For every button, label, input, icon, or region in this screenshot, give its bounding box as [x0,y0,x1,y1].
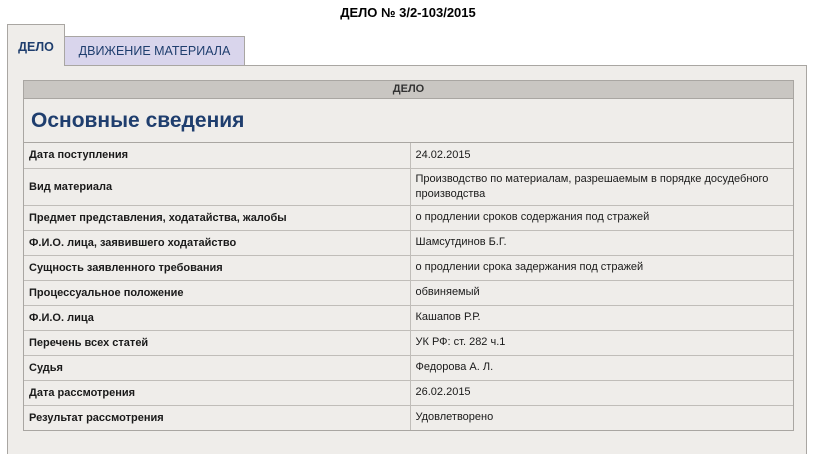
table-row [24,230,793,255]
section-heading: Основные сведения [24,99,793,143]
case-info-table [24,143,793,430]
table-row [24,405,793,430]
card-header: ДЕЛО [24,81,793,99]
table-row [24,380,793,405]
row-label: Вид материала [24,168,410,205]
row-label: Судья [24,355,410,380]
row-value: Удовлетворено [410,405,793,430]
row-value: Производство по материалам, разрешаемым в порядке досудебного производства [410,168,793,205]
case-info-card [23,80,794,431]
row-value: о продлении срока задержания под стражей [410,255,793,280]
row-label: Предмет представления, ходатайства, жалобы [24,205,410,230]
table-row [24,280,793,305]
row-value: УК РФ: ст. 282 ч.1 [410,330,793,355]
page-title: ДЕЛО № 3/2-103/2015 [340,5,476,20]
row-label: Дата поступления [24,143,410,168]
table-row [24,305,793,330]
table-row [24,330,793,355]
table-row [24,255,793,280]
row-label: Сущность заявленного требования [24,255,410,280]
table-row [24,168,793,205]
row-label: Результат рассмотрения [24,405,410,430]
table-row [24,205,793,230]
row-value: обвиняемый [410,280,793,305]
row-label: Ф.И.О. лица, заявившего ходатайство [24,230,410,255]
row-value: Шамсутдинов Б.Г. [410,230,793,255]
row-label: Дата рассмотрения [24,380,410,405]
row-label: Процессуальное положение [24,280,410,305]
table-row [24,143,793,168]
row-label: Перечень всех статей [24,330,410,355]
tab-delo[interactable]: ДЕЛО [7,24,65,66]
tab-dvizhenie-materiala[interactable]: ДВИЖЕНИЕ МАТЕРИАЛА [65,36,245,66]
table-row [24,355,793,380]
row-value: 26.02.2015 [410,380,793,405]
row-value: Федорова А. Л. [410,355,793,380]
row-label: Ф.И.О. лица [24,305,410,330]
tab-panel [7,65,807,454]
row-value: 24.02.2015 [415,148,471,161]
row-value: Кашапов Р.Р. [410,305,793,330]
row-value: о продлении сроков содержания под стражей [410,205,793,230]
